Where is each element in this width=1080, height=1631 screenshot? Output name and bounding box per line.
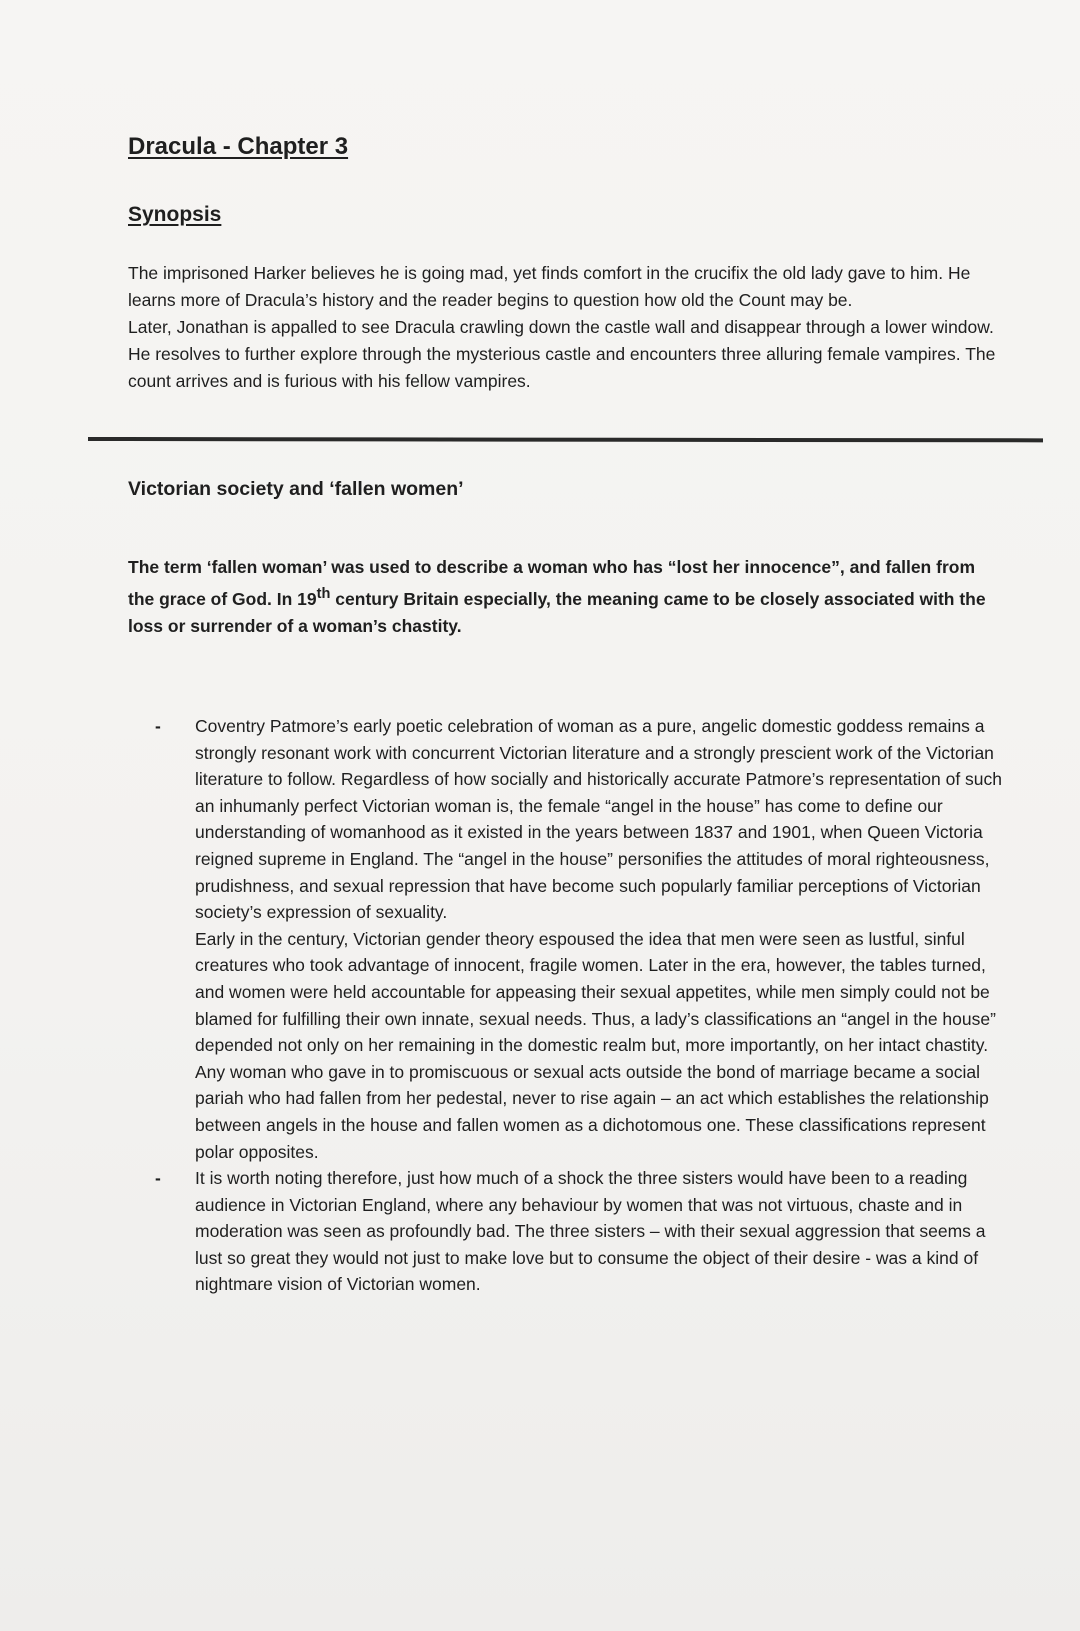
synopsis-paragraph: Later, Jonathan is appalled to see Dracula crawling down the castle wall and disappear through a lower window. He resolves to further explore through the mysterious castle and encounters three alluring female vampires. The count arrives and is furious with his fellow vampires. [128, 317, 996, 391]
definition-text-start: The term ‘fallen woman’ was used to describe a woman who has “lost her innocence”, and fallen from the grace of God. In 19 [128, 557, 975, 609]
synopsis-body [128, 260, 1008, 395]
fallen-woman-definition [128, 554, 998, 640]
document-title: Dracula - Chapter 3 [128, 133, 349, 160]
section-divider [88, 437, 1043, 442]
bullet-paragraph: It is worth noting therefore, just how much of a shock the three sisters would have been to a reading audience in Victorian England, where any behaviour by women that was not virtuous, chaste and in moderation was seen as profoundly bad. The three sisters – with their sexual aggression that seems a lust so great they would not just to make love but to consume the object of their desire - was a kind of nightmare vision of Victorian women. [195, 1168, 986, 1295]
definition-text-end: century Britain especially, the meaning came to be closely associated with the loss or surrender of a woman’s chastity. [128, 588, 986, 636]
synopsis-heading: Synopsis [128, 203, 222, 226]
section-heading: Victorian society and ‘fallen women’ [128, 478, 464, 500]
bullet-list [155, 713, 1015, 1298]
synopsis-paragraph: The imprisoned Harker believes he is going mad, yet finds comfort in the crucifix the old lady gave to him. He learns more of Dracula’s history and the reader begins to question how old the Count may be. [128, 263, 971, 310]
bullet-marker: - [155, 716, 161, 736]
bullet-marker: - [155, 1168, 161, 1189]
bullet-item [155, 713, 1015, 1165]
definition-superscript: th [316, 586, 331, 602]
bullet-paragraph: Early in the century, Victorian gender theory espoused the idea that men were seen as lustful, sinful creatures who took advantage of innocent, fragile women. Later in the era, however, the tables turned, and women were held accountable for appeasing their sexual appetites, while men simply could not be blamed for fulfilling their own innate, sexual needs. Thus, a lady’s classifications an “angel in the house” depended not only on her remaining in the domestic realm but, more importantly, on her intact chastity. Any woman who gave in to promiscuous or sexual acts outside the bond of marriage became a social pariah who had fallen from her pedestal, never to rise again – an act which establishes the relationship between angels in the house and fallen women as a dichotomous one. These classifications represent polar opposites. [195, 928, 996, 1162]
bullet-paragraph: Coventry Patmore’s early poetic celebration of woman as a pure, angelic domestic goddess remains a strongly resonant work with concurrent Victorian literature and a strongly prescient work of the Victorian literature to follow. Regardless of how socially and historically accurate Patmore’s representation of such an inhumanly perfect Victorian woman is, the female “angel in the house” has come to define our understanding of womanhood as it existed in the years between 1837 and 1901, when Queen Victoria reigned supreme in England. The “angel in the house” personifies the attitudes of moral righteousness, prudishness, and sexual repression that have become such popularly familiar perceptions of Victorian society’s expression of sexuality. [195, 716, 1003, 923]
bullet-item [155, 1165, 1015, 1298]
